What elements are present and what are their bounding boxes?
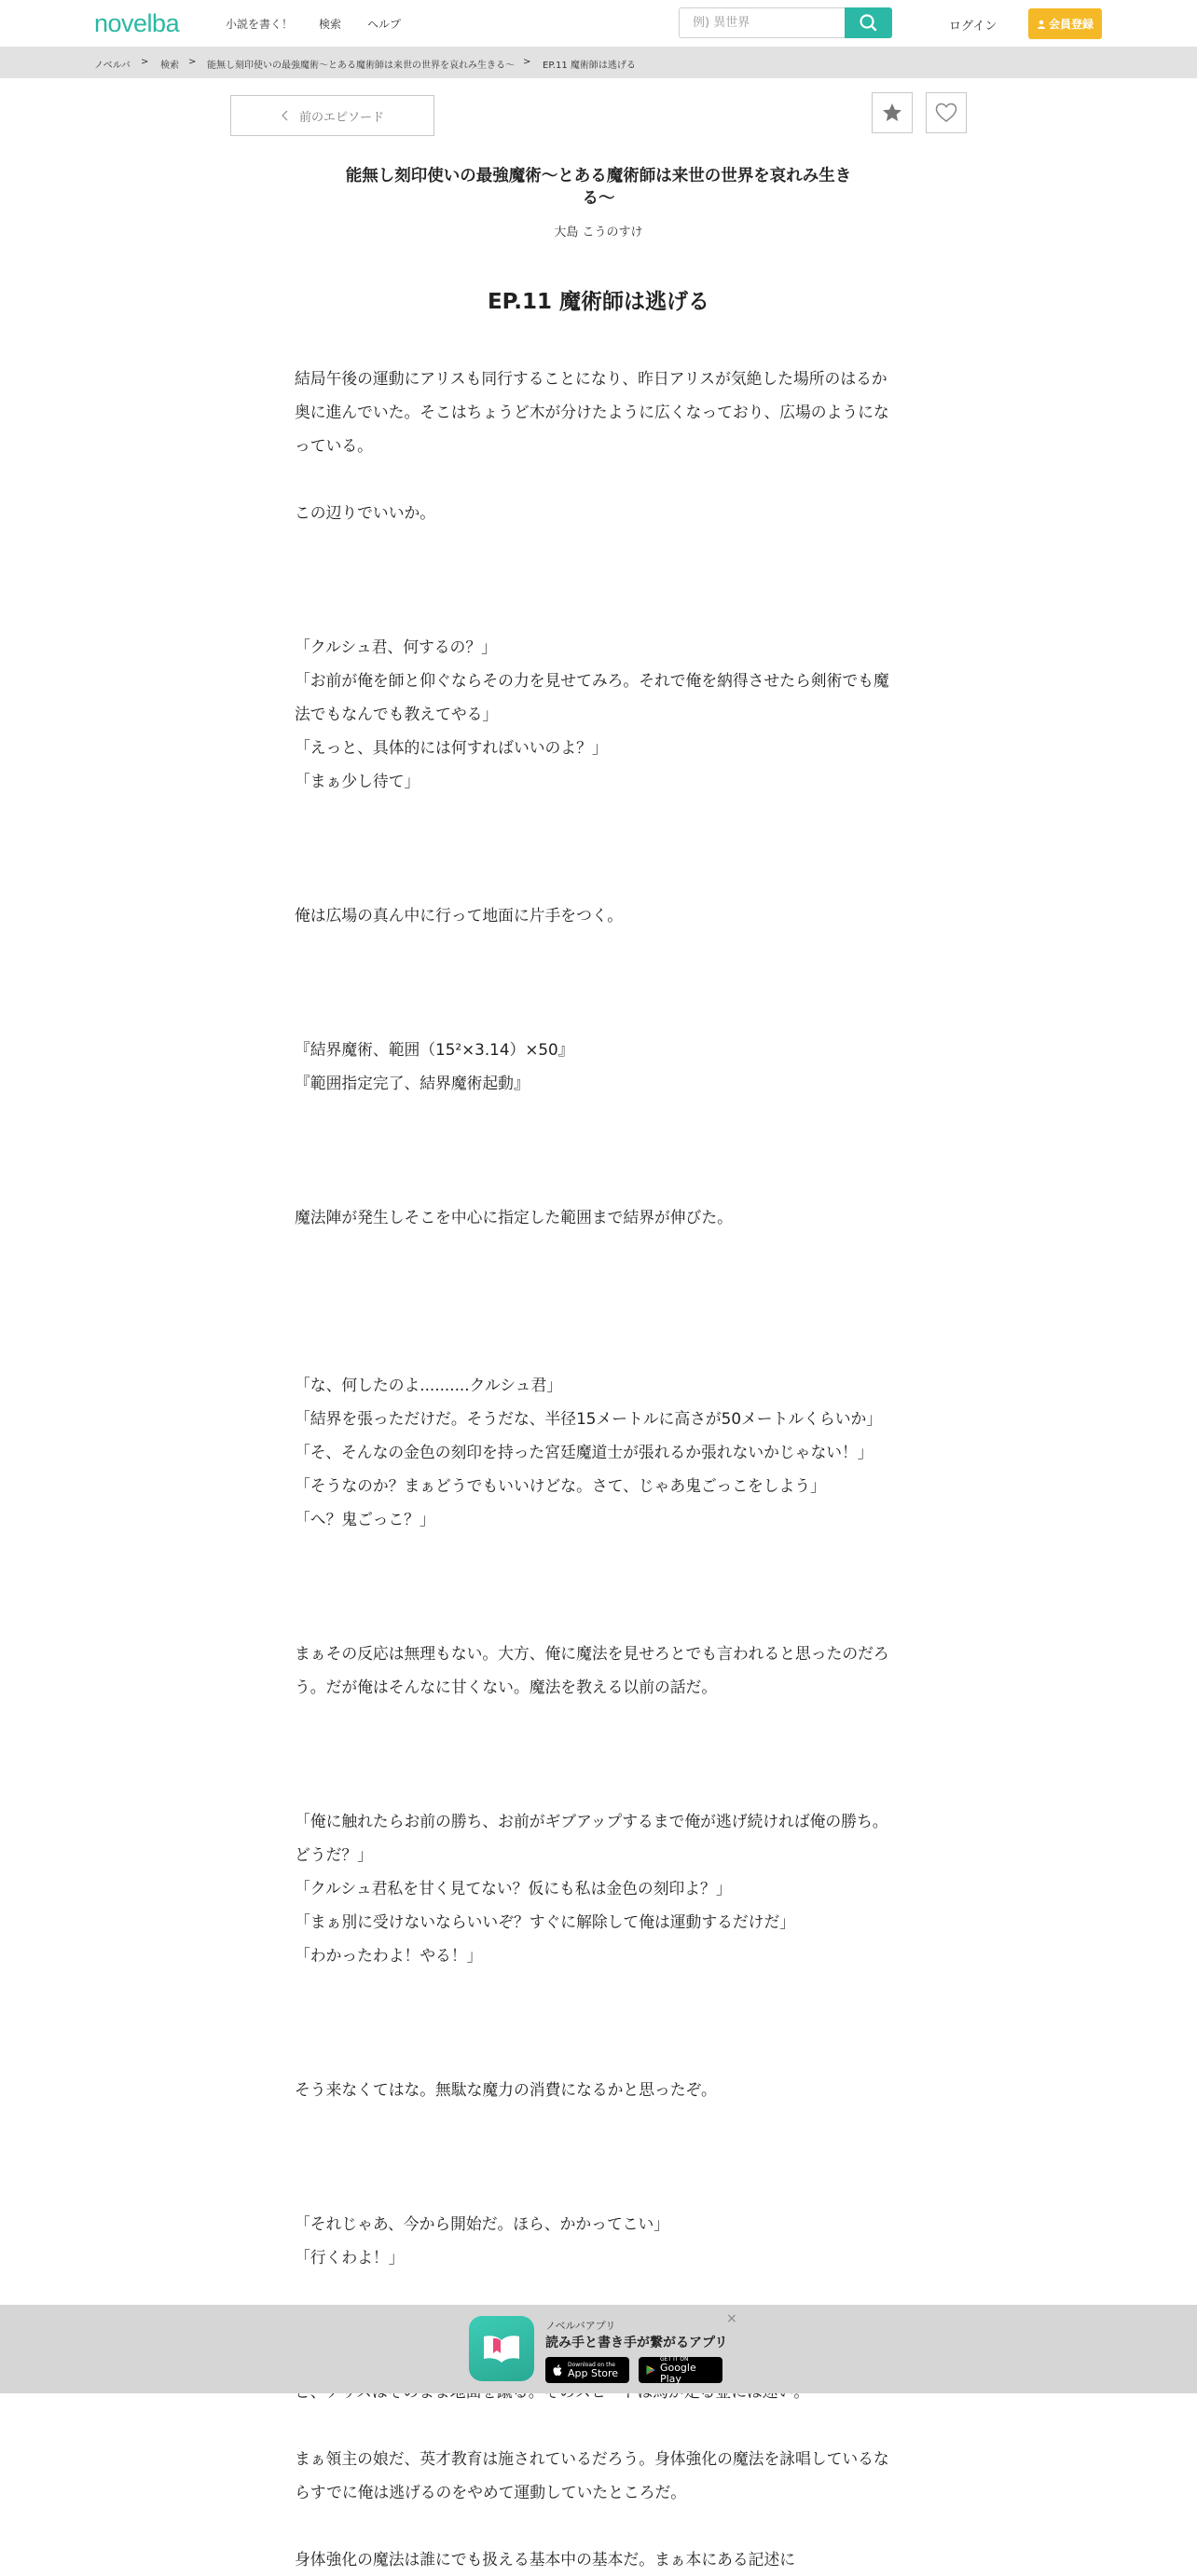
google-play-icon <box>646 2364 655 2376</box>
episode-title: EP.11 魔術師は逃げる <box>487 290 710 314</box>
breadcrumb-search[interactable]: 検索 <box>160 61 179 71</box>
app-store-label: App Store <box>568 2366 619 2379</box>
story-paragraph: 「そ、そんなの金色の刻印を持った宮廷魔道士が張れるか張れないかじゃない！」 <box>295 1443 874 1461</box>
signup-button[interactable] <box>1028 8 1102 39</box>
blank-line <box>295 2274 901 2308</box>
story-paragraph: 「まぁ別に受けないならいいぞ？すぐに解除して俺は運動するだけだ」 <box>295 1912 796 1931</box>
heart-icon <box>935 103 957 123</box>
blank-line <box>295 2173 901 2207</box>
blank-line <box>295 1167 901 1200</box>
breadcrumb-episode: EP.11 魔術師は逃げる <box>543 61 636 71</box>
app-store-small-label: Download on the <box>568 2361 615 2368</box>
story-paragraph: 「そうなのか？まぁどうでもいいけどな。さて、じゃあ鬼ごっこをしよう」 <box>295 1476 826 1495</box>
star-icon <box>881 102 903 124</box>
story-paragraph: 「へ？鬼ごっこ？」 <box>295 1510 435 1528</box>
bookmark-star-button[interactable] <box>872 92 913 133</box>
search-button[interactable] <box>845 7 892 38</box>
breadcrumb <box>0 47 1197 78</box>
login-link[interactable]: ログイン <box>949 20 998 34</box>
blank-line <box>295 798 901 831</box>
story-paragraph: 「クルシュ君、何するの？」 <box>295 637 497 656</box>
story-paragraph: 「お前が俺を師と仰ぐならその力を見せてみろ。それで俺を納得させたら剣術でも魔法でもなんでも教えてやる」 <box>295 671 889 723</box>
search-box <box>679 7 845 38</box>
blank-line <box>295 831 901 865</box>
blank-line <box>295 1603 901 1637</box>
blank-line <box>295 2039 901 2073</box>
work-title[interactable]: 能無し刻印使いの最強魔術〜とある魔術師は来世の世界を哀れみ生きる〜 <box>345 167 852 208</box>
favorite-heart-button[interactable] <box>926 92 967 133</box>
story-paragraph: 「結界を張っただけだ。そうだな、半径15メートルに高さが50メートルくらいか」 <box>295 1409 883 1428</box>
blank-line <box>295 1335 901 1368</box>
site-header <box>0 0 1197 47</box>
story-paragraph: 『範囲指定完了、結界魔術起動』 <box>295 1074 530 1092</box>
story-paragraph: 「行くわよ！」 <box>295 2248 405 2267</box>
blank-line <box>295 1704 901 1737</box>
nav-write-novel[interactable]: 小説を書く！ <box>226 18 294 31</box>
blank-line <box>295 1771 901 1804</box>
story-paragraph: 「俺に触れたらお前の勝ち、お前がギブアップするまで俺が逃げ続ければ俺の勝ち。どうだ？」 <box>295 1812 888 1864</box>
blank-line <box>295 999 901 1033</box>
blank-line <box>295 1536 901 1569</box>
story-paragraph: 結局午後の運動にアリスも同行することになり、昨日アリスが気絶した場所のはるか奥に進んでいた。そこはちょうど木が分けたように広くなっており、広場のようになっている。 <box>295 369 889 455</box>
nav-help[interactable]: ヘルプ <box>367 18 402 31</box>
blank-line <box>295 1301 901 1335</box>
story-paragraph: 「クルシュ君私を甘く見てない？仮にも私は金色の刻印よ？」 <box>295 1879 732 1898</box>
app-tagline: 読み手と書き手が繋がるアプリ <box>545 2336 728 2350</box>
previous-episode-label: 前のエピソード <box>298 110 384 125</box>
apple-icon <box>553 2364 563 2377</box>
breadcrumb-home[interactable]: ノベルバ <box>94 61 131 71</box>
google-play-badge[interactable] <box>639 2357 722 2383</box>
chevron-left-icon <box>281 110 290 121</box>
site-logo[interactable]: novelba <box>94 9 180 37</box>
story-paragraph: 『結界魔術、範囲（15²×3.14）×50』 <box>295 1040 574 1059</box>
app-store-badge[interactable] <box>545 2357 629 2383</box>
story-paragraph: まぁ領主の娘だ、英才教育は施されているだろう。身体強化の魔法を詠唱しているならすでに俺は逃げるのをやめて運動していたところだ。 <box>295 2449 889 2501</box>
blank-line <box>295 966 901 999</box>
google-play-label: Google Play <box>659 2361 696 2385</box>
blank-line <box>295 2006 901 2039</box>
story-paragraph: 「それじゃあ、今から開始だ。ほら、かかってこい」 <box>295 2214 670 2233</box>
signup-label: 会員登録 <box>1048 18 1094 31</box>
breadcrumb-separator: > <box>523 57 531 67</box>
blank-line <box>295 2509 901 2542</box>
app-download-banner <box>0 2305 1197 2393</box>
blank-line <box>295 596 901 630</box>
search-input[interactable] <box>680 8 855 37</box>
blank-line <box>295 865 901 898</box>
blank-line <box>295 2106 901 2140</box>
author-name[interactable]: 大島 こうのすけ <box>554 226 643 240</box>
blank-line <box>295 529 901 563</box>
blank-line <box>295 1267 901 1301</box>
blank-line <box>295 1234 901 1267</box>
close-icon[interactable]: × <box>726 2311 737 2326</box>
google-play-small-label: GET IT ON <box>659 2355 689 2363</box>
story-paragraph: 魔法陣が発生しそこを中心に指定した範囲まで結界が伸びた。 <box>295 1208 733 1226</box>
blank-line <box>295 1569 901 1603</box>
search-icon <box>845 7 892 38</box>
blank-line <box>295 2140 901 2173</box>
breadcrumb-separator: > <box>141 57 149 67</box>
blank-line <box>295 1972 901 2006</box>
breadcrumb-work[interactable]: 能無し刻印使いの最強魔術〜とある魔術師は来世の世界を哀れみ生きる〜 <box>207 61 515 71</box>
story-paragraph: 「まぁ少し待て」 <box>295 772 420 790</box>
story-paragraph: この辺りでいいか。 <box>295 503 436 522</box>
blank-line <box>295 563 901 596</box>
app-icon[interactable] <box>469 2316 534 2381</box>
blank-line <box>295 932 901 966</box>
story-paragraph: そう来なくてはな。無駄な魔力の消費になるかと思ったぞ。 <box>295 2080 717 2099</box>
story-paragraph: 「な、何したのよ..........クルシュ君」 <box>295 1376 563 1394</box>
story-paragraph: まぁその反応は無理もない。大方、俺に魔法を見せろとでも言われると思ったのだろう。だが俺はそんなに甘くない。魔法を教える以前の話だ。 <box>295 1644 889 1696</box>
app-name: ノベルバアプリ <box>545 2320 616 2332</box>
blank-line <box>295 2408 901 2442</box>
person-icon <box>1037 20 1046 29</box>
episode-body <box>295 362 901 2576</box>
nav-search[interactable]: 検索 <box>319 18 342 31</box>
blank-line <box>295 1100 901 1133</box>
story-paragraph: 「えっと、具体的には何すればいいのよ？」 <box>295 738 608 757</box>
blank-line <box>295 1737 901 1771</box>
story-paragraph: 俺は広場の真ん中に行って地面に片手をつく。 <box>295 906 624 925</box>
blank-line <box>295 1133 901 1167</box>
breadcrumb-separator: > <box>188 57 197 67</box>
previous-episode-button[interactable] <box>230 95 434 136</box>
story-paragraph: 身体強化の魔法は誰にでも扱える基本中の基本だ。まぁ本にある記述に <box>295 2550 796 2569</box>
blank-line <box>295 462 901 496</box>
book-icon <box>469 2316 534 2381</box>
story-paragraph: 「わかったわよ！やる！」 <box>295 1946 483 1965</box>
